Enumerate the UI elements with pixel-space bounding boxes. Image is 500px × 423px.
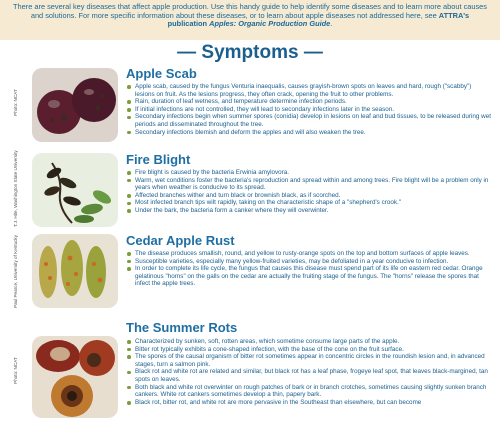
section-apple-scab	[0, 64, 500, 148]
bullet-item: Secondary infections begin when summer spores (conidia) develop in lesions on leaf and bud tissues, to be released during wet periods and disseminated throughout the tree.	[126, 113, 492, 128]
photo-credit: Photo: NCAT	[13, 357, 18, 385]
bullet-item: Apple scab, caused by the fungus Venturia inaequalis, causes grayish-brown spots on leaves and hard, rough ("scabby") lesions on fruit. As the lesions progress, they often crack, opening the fruit to other problems.	[126, 83, 492, 98]
fire-blight-photo	[32, 153, 118, 227]
apple-scab-photo	[32, 68, 118, 142]
photo-credit: T.J. Hite, Washington State University	[13, 150, 18, 227]
section-cedar-apple-rust	[0, 230, 500, 320]
intro-banner	[0, 0, 500, 40]
section-title-summer-rots: The Summer Rots	[126, 320, 238, 335]
bullet-item: Rain, duration of leaf wetness, and temperature determine infection periods.	[126, 98, 492, 106]
bullet-item: Black rot and white rot are related and similar, but black rot has a leaf phase, frogeye leaf spot, that leaves black-margined, tan spots on leaves.	[126, 368, 492, 383]
bullet-item: Characterized by sunken, soft, rotten areas, which sometime consume large parts of the apple.	[126, 338, 492, 346]
publication-title-link[interactable]: Apples: Organic Production Guide	[209, 19, 331, 29]
photo-credit: Photo: NCAT	[13, 89, 18, 117]
section-title-fire-blight: Fire Blight	[126, 152, 191, 167]
bullet-item: Black rot, bitter rot, and white rot are more pervasive in the Southeast than elsewhere, but can become	[126, 399, 492, 407]
bullet-item: Secondary infections blemish and deform the apples and will also weaken the tree.	[126, 129, 492, 137]
summer-rots-photo	[32, 336, 118, 418]
apple-scab-image	[32, 68, 118, 142]
intro-end: .	[330, 19, 333, 29]
bullet-item: The disease produces smallish, round, and yellow to rusty-orange spots on the top and bottom surfaces of apple leaves.	[126, 250, 492, 258]
symptoms-heading: — Symptoms —	[177, 42, 323, 63]
photo-credit: Paul Pearce, University of Kentucky	[13, 234, 18, 308]
bullet-item: Under the bark, the bacteria form a canker where they will overwinter.	[126, 207, 492, 215]
section-fire-blight	[0, 149, 500, 231]
summer-rots-image	[32, 336, 118, 418]
bullet-item: Affected branches wither and turn black or brownish black, as if scorched.	[126, 192, 492, 200]
bullet-item: If initial infections are not controlled, they will lead to secondary infections later in the season.	[126, 106, 492, 114]
bullet-item: In order to complete its life cycle, the fungus that causes this disease must spend part of its life on eastern red cedar. Orange gelatinous "horns" on the galls on the cedar are actually the fruiting stage of the fungus. The "horns" release the spores that infect the apple trees.	[126, 265, 492, 288]
intro-publication-bold: ATTRA's publication	[167, 10, 470, 29]
cedar-apple-rust-image	[32, 234, 118, 308]
bullet-item: Warm, wet conditions foster the bacteria's reproduction and spread within and among trees. Fire blight will be a problem only in years when weather is conducive to its spread.	[126, 177, 492, 192]
bullet-item: Most infected branch tips wilt rapidly, taking on the characteristic shape of a "shepherd's crook."	[126, 199, 492, 207]
bullet-item: Bitter rot typically exhibits a cone-shaped infection, with the base of the cone on the fruit surface.	[126, 346, 492, 354]
section-summer-rots	[0, 318, 500, 423]
section-title-apple-scab: Apple Scab	[126, 66, 197, 81]
bullet-list-cedar-apple-rust	[126, 250, 492, 288]
bullet-list-fire-blight	[126, 169, 492, 215]
bullet-item: The spores of the causal organism of bitter rot sometimes appear in concentric circles in the roundish lesion and, in advanced stages, turn a salmon pink.	[126, 353, 492, 368]
cedar-apple-rust-photo	[32, 234, 118, 308]
section-title-cedar-apple-rust: Cedar Apple Rust	[126, 233, 235, 248]
bullet-list-apple-scab	[126, 83, 492, 136]
bullet-list-summer-rots	[126, 338, 492, 406]
intro-text	[0, 0, 500, 29]
bullet-item: Susceptible varieties, especially many yellow-fruited varieties, may be defoliated in a year conducive to infection.	[126, 258, 492, 266]
fire-blight-image	[32, 153, 118, 227]
bullet-item: Both black and white rot overwinter on rough patches of bark or in branch crotches, sometimes causing slightly sunken branch cankers. White rot cankers sometimes develop a thin, papery bark.	[126, 384, 492, 399]
intro-text-main: There are several key diseases that affect apple production. Use this handy guide to help identify some diseases and to learn more about causes and solutions. For more specific information about these diseases, or to learn about apple diseases not addressed here, see	[13, 2, 487, 20]
bullet-item: Fire blight is caused by the bacteria Erwinia amylovora.	[126, 169, 492, 177]
